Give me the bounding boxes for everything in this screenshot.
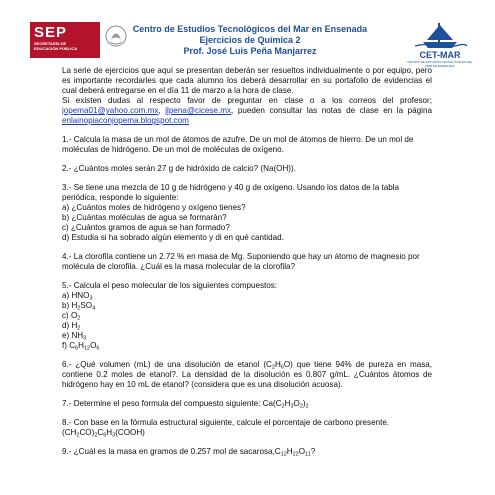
question-5-item-c: c) $O_2$ xyxy=(62,311,81,322)
question-5-item-f: f) $C_6H_{12}O_6$ xyxy=(62,341,100,352)
sep-logo-red-block xyxy=(30,22,100,58)
question-5-item-d: d) $H_2$ xyxy=(62,321,81,332)
question-4: 4.- La clorofila contiene un 2.72 % en masa de Mg. Suponiendo que hay un átomo de magnesio por molécula de clorofila. ¿Cuál es la masa molecular de la clorofila? xyxy=(62,252,420,271)
document-header xyxy=(120,24,380,57)
question-5-item-b: b) $H_2SO_4$ xyxy=(62,301,96,312)
question-5-item-e: e) $NH_3$ xyxy=(62,331,87,342)
cetmar-ship-icon xyxy=(405,20,475,50)
header-subject: Ejercicios de Química 2 xyxy=(199,35,301,45)
intro-notes-text: , pueden consultar las notas de clase en la página xyxy=(231,106,432,115)
email-link-cicese[interactable]: jlpena@cicese.mx xyxy=(165,106,232,115)
question-3-intro: 3.- Se tiene una mezcla de 10 g de hidrógeno y 40 g de oxígeno. Usando los datos de la tabla periódica, responde lo siguiente: xyxy=(62,183,400,202)
intro-text: La serie de ejercicios que aquí se presentan deberán ser resueltos individualmente o por equipo, pero es importante recordarles que cada alumno los deberá desarrollar en su portafolio de evidencias el cual deberá entregarse en el día 11 de marzo a la hora de clase. xyxy=(62,66,432,95)
question-5 xyxy=(62,281,432,351)
document-body xyxy=(62,66,432,457)
question-1: 1.- Calcula la masa de un mol de átomos de azufre. De un mol de átomos de hierro. De un mol de moléculas de hidrógeno. De un mol de moléculas de oxígeno. xyxy=(62,135,414,154)
question-3 xyxy=(62,183,432,243)
intro-contact-text: Si existen dudas al respecto favor de preguntar en clase o a los correos del profesor; xyxy=(62,96,432,105)
header-professor: Prof. José Luis Peña Manjarrez xyxy=(183,46,317,56)
intro-separator: , xyxy=(158,106,166,115)
question-9: 9.- ¿Cuál es la masa en gramos de 0.257 mol de $sacarosa,C_{12}H_{22}O_{11}$? xyxy=(62,447,316,458)
question-6: 6.- ¿Qué volumen (mL) de una disolución de etanol $(C_2H_6O)$ que tiene 94% de pureza en masa, contiene 0.2 moles de etanol?. La densidad de la disolución es 0.807 g/mL. ¿Cuántos átomos de hidrógeno hay en 10 mL de etanol? (considera que es una disolución acuosa). xyxy=(62,360,433,389)
question-7: 7.- Determine el peso formula del compuesto siguiente: $Ca(C_2H_3O_2)_2$ xyxy=(62,399,309,410)
sep-logo-subtext: SECRETARÍA DE EDUCACIÓN PÚBLICA xyxy=(34,41,78,51)
question-5-intro: 5.- Calcula el peso molecular de los siguientes compuestos: xyxy=(62,281,278,290)
header-school-name: Centro de Estudios Tecnológicos del Mar en Ensenada xyxy=(132,24,368,34)
sep-logo xyxy=(30,22,130,62)
cetmar-logo-subtext: CENTRO DE ESTUDIOS TECNOLÓGICOS DEL MAR EN ENSENADA xyxy=(407,60,473,68)
question-8: 8.- Con base en la fórmula estructural siguiente, calcule el porcentaje de carbono presente. $(CH_2CO)_2C_6H_3(COOH)$ xyxy=(62,418,390,439)
intro-paragraph xyxy=(62,66,432,126)
question-5-item-a: a) $HNO_3$ xyxy=(62,291,93,302)
cetmar-logo xyxy=(405,20,475,68)
blog-link[interactable]: enlainopiaconjopema.blogspot.com xyxy=(62,116,189,125)
question-3-item-d: d) Estudia si ha sobrado algún elemento y di en qué cantidad. xyxy=(62,233,284,242)
email-link-yahoo[interactable]: jopema01@yahoo.com.mx xyxy=(62,106,159,115)
question-3-item-c: c) ¿Cuántos gramos de agua se han formado? xyxy=(62,223,230,232)
question-2: 2.- ¿Cuántos moles serán 27 g de hidróxido de calcio? (Na(OH)). xyxy=(62,164,296,173)
sep-logo-text: SEP xyxy=(34,24,68,41)
question-3-item-a: a) ¿Cuántos moles de hidrógeno y oxígeno tienes? xyxy=(62,203,246,212)
question-3-item-b: b) ¿Cuántas moléculas de agua se formarán? xyxy=(62,213,227,222)
cetmar-logo-text: CET-MAR xyxy=(419,50,461,60)
